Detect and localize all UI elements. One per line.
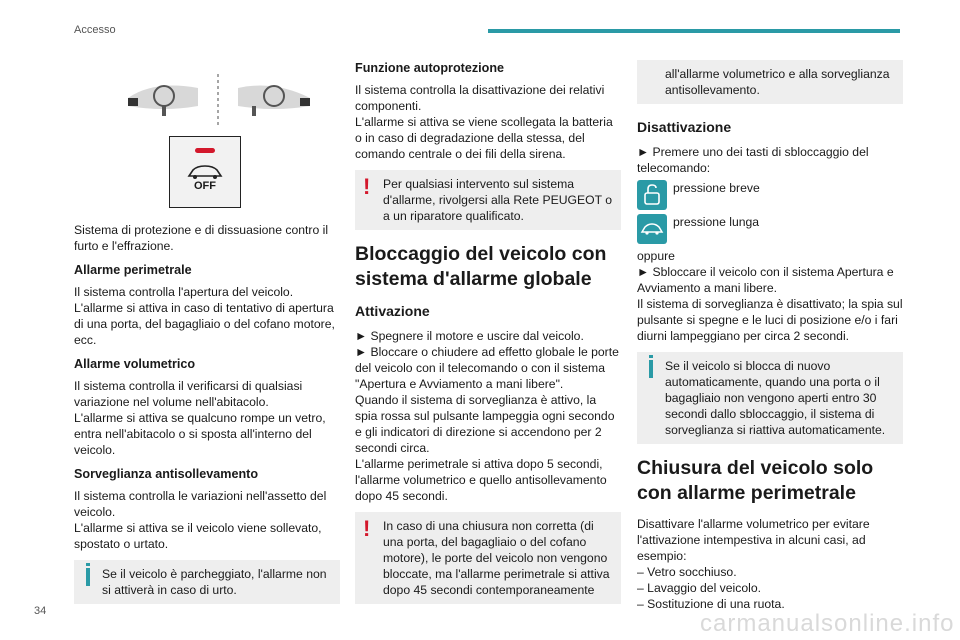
- info-note: [74, 560, 340, 604]
- long-press-row: [637, 214, 903, 244]
- attivazione-heading: Attivazione: [355, 303, 430, 319]
- autoprotezione-text: Il sistema controlla la disattivazione dei relativi componenti. L'allarme si attiva se viene scollegata la batteria o in caso di degradazione della stessa, del comando centrale o dei fili della sirena.: [355, 83, 613, 161]
- disattivazione-heading: Disattivazione: [637, 119, 732, 135]
- red-led-icon: [195, 148, 215, 153]
- continued-note: [637, 60, 903, 104]
- perimetrale-text: Il sistema controlla l'apertura del veicolo. L'allarme si attiva in caso di tentativo di apertura di una porta, del bagagliaio o del cofano motore, ecc.: [74, 285, 335, 347]
- warning-icon: !: [363, 516, 371, 541]
- antisollevamento-text: Il sistema controlla le variazioni nell'assetto del veicolo. L'allarme si attiva se il veicolo viene sollevato, spostato o urtato.: [74, 489, 327, 551]
- autoprotezione-heading: Funzione autoprotezione: [355, 61, 505, 75]
- header-section-title: Accesso: [74, 24, 116, 36]
- alarm-off-button-illustration: [169, 136, 241, 208]
- unlock-key-icon: [637, 180, 667, 210]
- warning-note-1-text: Per qualsiasi intervento sul sistema d'allarme, rivolgersi alla Rete PEUGEOT o a un riparatore qualificato.: [383, 177, 613, 223]
- disattivazione-step1: ► Premere uno dei tasti di sbloccaggio del telecomando:: [637, 145, 869, 175]
- car-alarm-icon: [185, 164, 225, 180]
- page-number: 34: [34, 605, 47, 617]
- info-icon: [86, 568, 90, 586]
- continued-note-text: all'allarme volumetrico e alla sorveglianza antisollevamento.: [665, 67, 890, 97]
- long-press-label: pressione lunga: [673, 215, 760, 229]
- header-accent-bar: [488, 29, 900, 33]
- attivazione-text: ► Spegnere il motore e uscire dal veicolo. ► Bloccare o chiudere ad effetto globale le porte del veicolo con il telecomando o con il sistema "Apertura e Avviamento a mani libere". Quando il sistema di sorveglianza è attivo, la spia rossa sul pulsante lampeggia ogni secondo e gli indicatori di direzione si accendono per 2 secondi circa. L'allarme perimetrale si attiva dopo 5 secondi, l'allarme volumetrico e quello antisollevamento dopo 45 secondi.: [355, 329, 619, 503]
- column-1: [74, 60, 340, 614]
- warning-note-2-text: In caso di una chiusura non corretta (di una porta, del bagagliaio o del cofano motore), le porte del veicolo non vengono bloccate, ma l'allarme perimetrale si attiva dopo 45 secondi contemporaneamente: [383, 519, 610, 597]
- perimetrale-heading: Allarme perimetrale: [74, 263, 192, 277]
- warning-note-1: [355, 170, 621, 230]
- section-heading-bloccaggio: Bloccaggio del veicolo con sistema d'allarme globale: [355, 243, 607, 290]
- short-press-row: [637, 180, 903, 210]
- car-key-icon: [637, 214, 667, 244]
- off-label: OFF: [194, 180, 216, 192]
- short-press-label: pressione breve: [673, 181, 760, 195]
- section-heading-chiusura: Chiusura del veicolo solo con allarme perimetrale: [637, 457, 874, 504]
- column-3: [637, 60, 903, 612]
- watermark: carmanualsonline.info: [700, 610, 955, 637]
- antisollevamento-heading: Sorveglianza antisollevamento: [74, 467, 259, 481]
- column-2: [355, 60, 621, 614]
- chiusura-text: Disattivare l'allarme volumetrico per evitare l'attivazione intempestiva in alcuni casi, ad esempio: – Vetro socchiuso. – Lavaggio del veicolo. – Sostituzione di una ruota.: [637, 517, 870, 611]
- info-note-2-text: Se il veicolo si blocca di nuovo automaticamente, quando una porta o il bagagliaio non vengono aperti entro 30 secondi dallo sbloccaggio, il sistema di sorveglianza si riattiva automaticamente.: [665, 359, 886, 437]
- car-interior-illustration: [124, 72, 314, 128]
- info-note-2: [637, 352, 903, 444]
- intro-text: Sistema di protezione e di dissuasione contro il furto e l'effrazione.: [74, 223, 329, 253]
- disattivazione-text: oppure ► Sbloccare il veicolo con il sistema Apertura e Avviamento a mani libere. Il sistema di sorveglianza è disattivato; la spia sul pulsante si spegne e le luci di posizione e/o i fari diurni lampeggiano per circa 2 secondi.: [637, 249, 903, 343]
- warning-icon: !: [363, 174, 371, 199]
- warning-note-2: [355, 512, 621, 604]
- info-icon: [649, 360, 653, 378]
- volumetrico-heading: Allarme volumetrico: [74, 357, 196, 371]
- volumetrico-text: Il sistema controlla il verificarsi di qualsiasi variazione nel volume nell'abitacolo. L'allarme si attiva se qualcuno rompe un vetro, entra nell'abitacolo o si sposta all'interno del veicolo.: [74, 379, 326, 457]
- info-note-text: Se il veicolo è parcheggiato, l'allarme non si attiverà in caso di urto.: [102, 567, 327, 597]
